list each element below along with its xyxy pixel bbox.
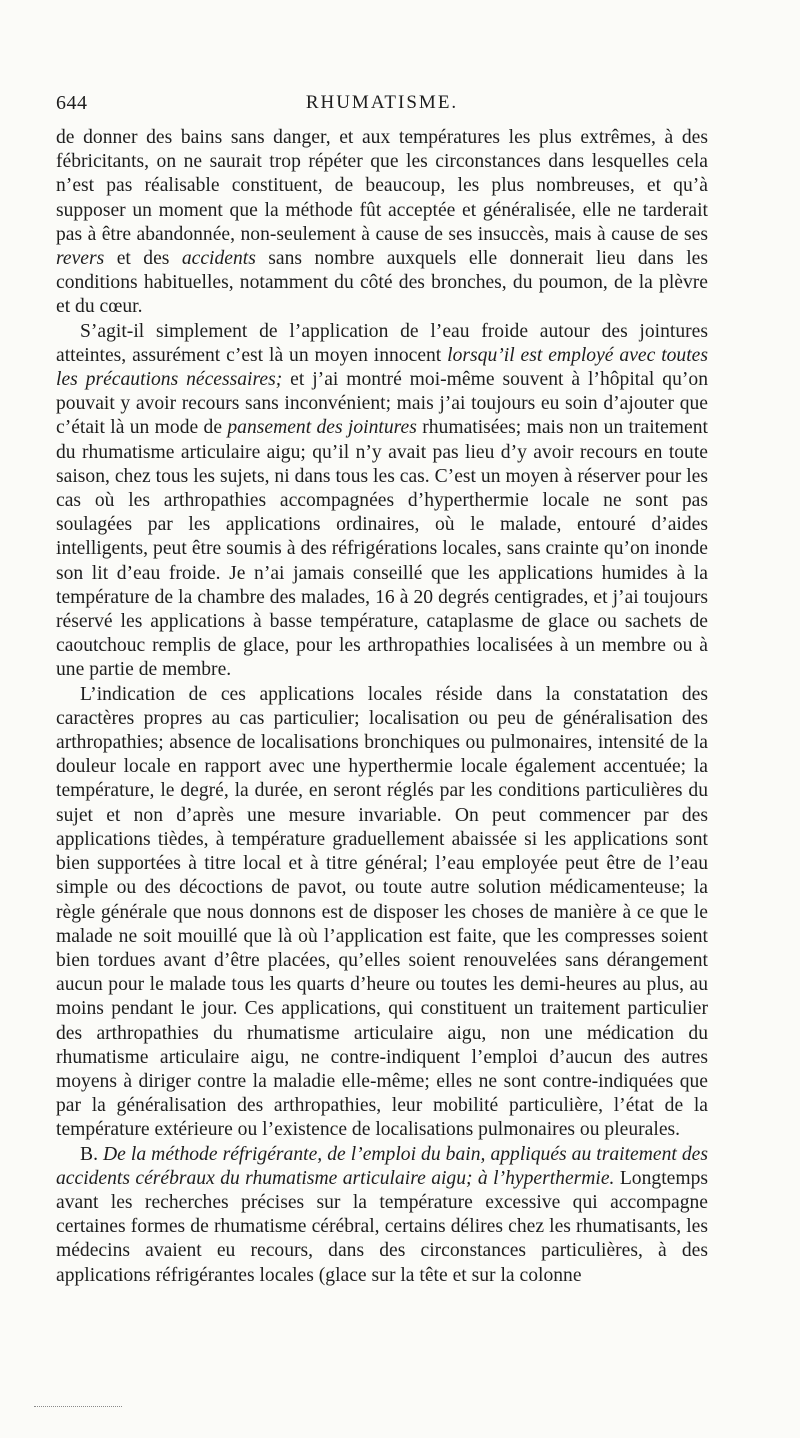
text-run: rhumatisées; mais non un traitement du rhumatisme articulaire aigu; qu’il n’y avait pas lieu d’y avoir recours en toute saison, chez tous les sujets, ni dans tous les cas. C’est un moyen à réserver pour les cas où les arthropathies accompagnées d’hyperthermie locale ne sont pas soulagées par les applications ordinaires, où le malade, entouré d’aides intelligents, peut être soumis à des réfrigérations locales, sans crainte qu’on inonde son lit d’eau froide. Je n’ai jamais conseillé que les applications humides à la température de la chambre des malades, 16 à 20 degrés centigrades, et j’ai toujours réservé les applications à basse température, cataplasme de glace ou sachets de caoutchouc remplis de glace, pour les arthropathies localisées à un membre ou à une partie de membre. [56,417,708,681]
italic-phrase: De la méthode réfrigérante, de l’emploi du bain, appliqués au traitement des accidents cérébraux du rhumatisme articulaire aigu; à l’hyperthermie. [56,1143,708,1189]
italic-phrase: lorsqu’il est employé avec toutes les précautions nécessaires; [56,344,708,391]
footer-dotted-rule [34,1406,122,1407]
text-run: Longtemps avant les recherches précises sur la température excessive qui accompagne certaines formes de rhumatisme cérébral, certains délires chez les rhumatisants, les médecins avaient eu recours, dans des circonstances particulières, à des applications réfrigérantes locales (glace sur la tête et sur la colonne [56,1167,709,1286]
running-head: RHUMATISME. [305,92,459,113]
text-run: S’agit-il simplement de l’application de l’eau froide autour des jointures atteintes, assurément c’est là un moyen innocent [56,320,708,366]
italic-phrase: accidents [181,248,256,270]
page-number: 644 [56,92,88,114]
body-text [56,126,708,1288]
italic-phrase: revers [56,248,105,270]
text-run: L’indication de ces applications locales réside dans la constatation des caractères propres au cas particulier; localisation ou peu de généralisation des arthropathies; absence de localisations bronchiques ou pulmonaires, intensité de la douleur locale en rapport avec une hyperthermie locale également accentuée; la température, le degré, la durée, en seront réglés par les conditions particulières du sujet et non d’après une mesure invariable. On peut commencer par des applications tièdes, à température graduellement abaissée si les applications sont bien supportées à titre local et à titre général; l’eau employée peut être de l’eau simple ou des décoctions de pavot, ou toute autre solution médicamenteuse; la règle générale que nous donnons est de disposer les choses de manière à ce que le malade ne soit mouillé que là où l’application est faite, que les compresses soient bien tordues avant d’être placées, qu’elles soient renouvelées sans dérangement aucun pour le malade tous les quarts d’heure ou toutes les demi-heures au plus, au moins pendant le jour. Ces applications, qui constituent un traitement particulier des arthropathies du rhumatisme articulaire aigu, non une médication du rhumatisme articulaire aigu, ne contre-indiquent l’emploi d’aucun des autres moyens à diriger contre la maladie elle-même; elles ne sont contre-indiquées que par la généralisation des arthropathies, leur mobilité particulière, l’état de la température extérieure ou l’existence de localisations pulmonaires ou pleurales. [56,683,708,1141]
italic-phrase: pansement des jointures [227,417,417,439]
text-run: et des [104,248,182,270]
text-run: sans nombre auxquels elle donnerait lieu dans les conditions habituelles, notamment du côté des bronches, du poumon, de la plèvre et du cœur. [56,248,708,318]
text-run: B. [80,1143,104,1165]
paragraph-3 [56,683,708,1143]
text-run: et j’ai montré moi-même souvent à l’hôpital qu’on pouvait y avoir recours sans inconvénient; mais j’ai toujours eu soin d’ajouter que c’était là un mode de [56,369,708,439]
paragraph-2 [56,320,708,683]
page-header [56,92,708,122]
paragraph-4-section-b [56,1143,708,1288]
paragraph-1 [56,126,708,320]
text-run: de donner des bains sans danger, et aux températures les plus extrêmes, à des fébricitants, on ne saurait trop répéter que les circonstances dans lesquelles cela n’est pas réalisable constituent, de beaucoup, les plus nombreuses, et qu’à supposer un moment que la méthode fût acceptée et généralisée, elle ne tarderait pas à être abandonnée, non-seulement à cause de ses insuccès, mais à cause de ses [56,127,708,245]
